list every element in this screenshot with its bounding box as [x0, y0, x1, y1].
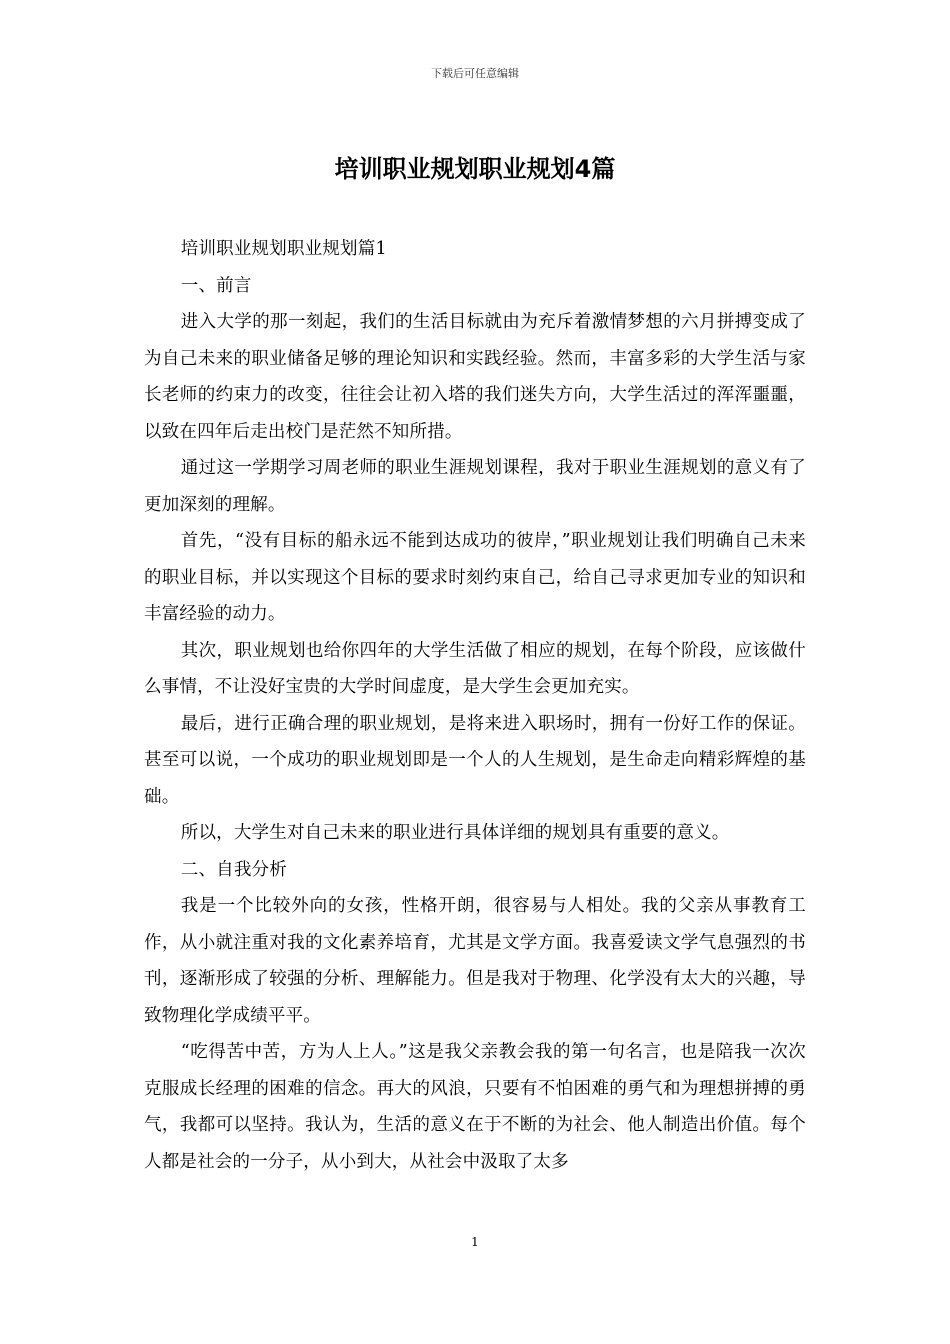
section-heading-preface: 一、前言 [180, 275, 252, 296]
paragraph: 最后，进行正确合理的职业规划，是将来进入职场时，拥有一份好工作的保证。甚至可以说，一个成功的职业规划即是一个人的人生规划，是生命走向精彩辉煌的基础。 [144, 713, 806, 807]
section-heading-article-1: 培训职业规划职业规划篇1 [180, 239, 387, 259]
header-note: 下载后可任意编辑 [431, 67, 519, 80]
document-body [144, 231, 806, 1180]
paragraph: 首先，“没有目标的船永远不能到达成功的彼岸，”职业规划让我们明确自己未来的职业目标，并以实现这个目标的要求时刻约束自己，给自己寻求更加专业的知识和丰富经验的动力。 [144, 531, 806, 624]
paragraph: 通过这一学期学习周老师的职业生涯规划课程，我对于职业生涯规划的意义有了更加深刻的理解。 [144, 458, 806, 515]
document-title: 培训职业规划职业规划4篇 [334, 155, 616, 183]
paragraph: “吃得苦中苦，方为人上人。”这是我父亲教会我的第一句名言，也是陪我一次次克服成长经理的困难的信念。再大的风浪，只要有不怕困难的勇气和为理想拼搏的勇气，我都可以坚持。我认为，生活的意义在于不断的为社会、他人制造出价值。每个人都是社会的一分子，从小到大，从社会中汲取了太多 [144, 1042, 806, 1172]
section-heading-self-analysis: 二、自我分析 [180, 859, 287, 880]
page-number: 1 [471, 1235, 479, 1249]
paragraph: 我是一个比较外向的女孩，性格开朗，很容易与人相处。我的父亲从事教育工作，从小就注重对我的文化素养培育，尤其是文学方面。我喜爱读文学气息强烈的书刊，逐渐形成了较强的分析、理解能力。但是我对于物理、化学没有太大的兴趣，导致物理化学成绩平平。 [144, 896, 806, 1026]
paragraph: 其次，职业规划也给你四年的大学生活做了相应的规划，在每个阶段，应该做什么事情，不让没好宝贵的大学时间虚度，是大学生会更加充实。 [144, 640, 806, 697]
paragraph: 进入大学的那一刻起，我们的生活目标就由为充斥着激情梦想的六月拼搏变成了为自己未来的职业储备足够的理论知识和实践经验。然而，丰富多彩的大学生活与家长老师的约束力的改变，往往会让初入塔的我们迷失方向，大学生活过的浑浑噩噩，以致在四年后走出校门是茫然不知所措。 [144, 312, 806, 442]
paragraph: 所以，大学生对自己未来的职业进行具体详细的规划具有重要的意义。 [180, 823, 730, 843]
